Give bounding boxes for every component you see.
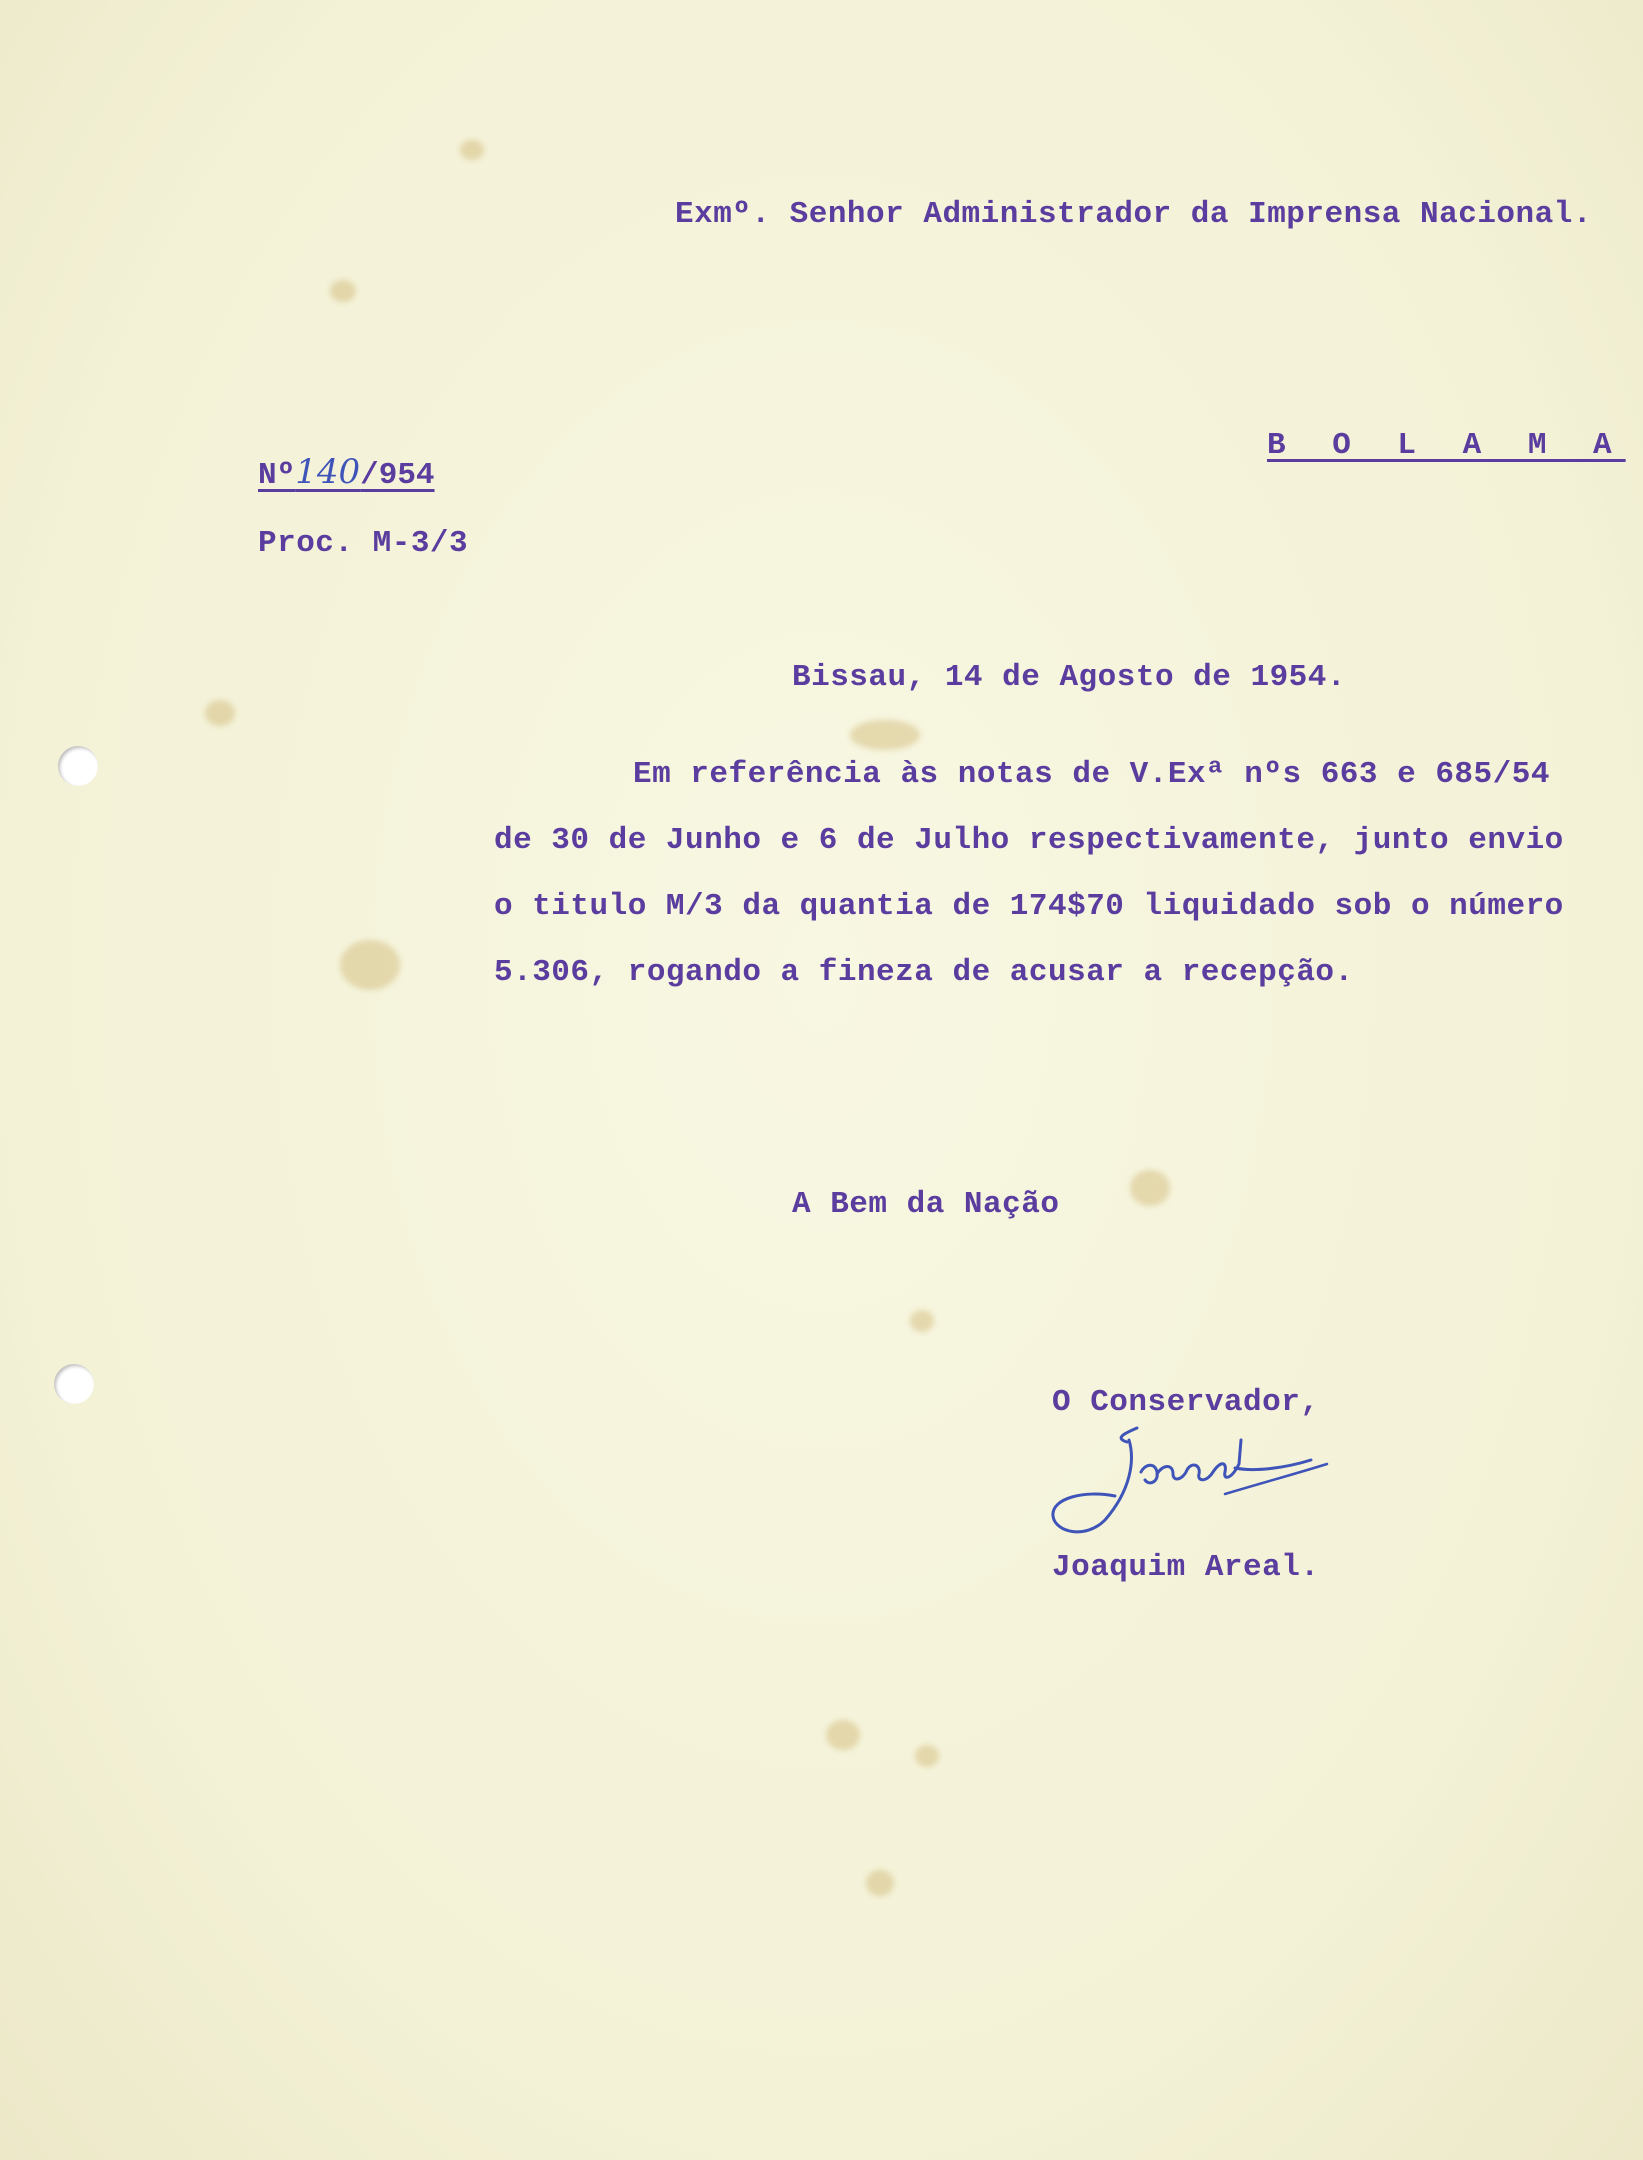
reference-prefix: Nº [258,458,296,493]
punch-hole-top [58,746,98,786]
process-reference: Proc. M-3/3 [258,526,469,561]
paper-stain [1130,1170,1170,1206]
paper-stain [915,1745,939,1767]
punch-hole-bottom [54,1364,94,1404]
body-line-2: de 30 de Junho e 6 de Julho respectivamente, junto envio [494,823,1564,858]
paper-stain [910,1310,934,1332]
paper-stain [460,140,484,160]
reference-handwritten-number: 140 [295,452,361,492]
paper-stain [205,700,235,726]
addressee-line: Exmº. Senhor Administrador da Imprensa Nacional. [675,197,1592,232]
paper-stain [866,1870,894,1896]
reference-number [258,452,435,493]
signature [1045,1420,1335,1540]
closing-line: A Bem da Nação [792,1187,1060,1222]
paper-stain [826,1720,860,1750]
body-line-3: o titulo M/3 da quantia de 174$70 liquidado sob o número [494,889,1564,924]
signatory-name: Joaquim Areal. [1052,1550,1320,1585]
reference-year: /954 [360,458,435,493]
body-line-1: Em referência às notas de V.Exª nºs 663 e 685/54 [633,757,1550,792]
date-line: Bissau, 14 de Agosto de 1954. [792,660,1346,695]
destination-line: B O L A M A [1267,428,1626,463]
paper-stain [850,720,920,750]
body-line-4: 5.306, rogando a fineza de acusar a recepção. [494,955,1354,990]
signatory-title: O Conservador, [1052,1385,1320,1420]
paper-stain [330,280,356,302]
paper-stain [340,940,400,990]
